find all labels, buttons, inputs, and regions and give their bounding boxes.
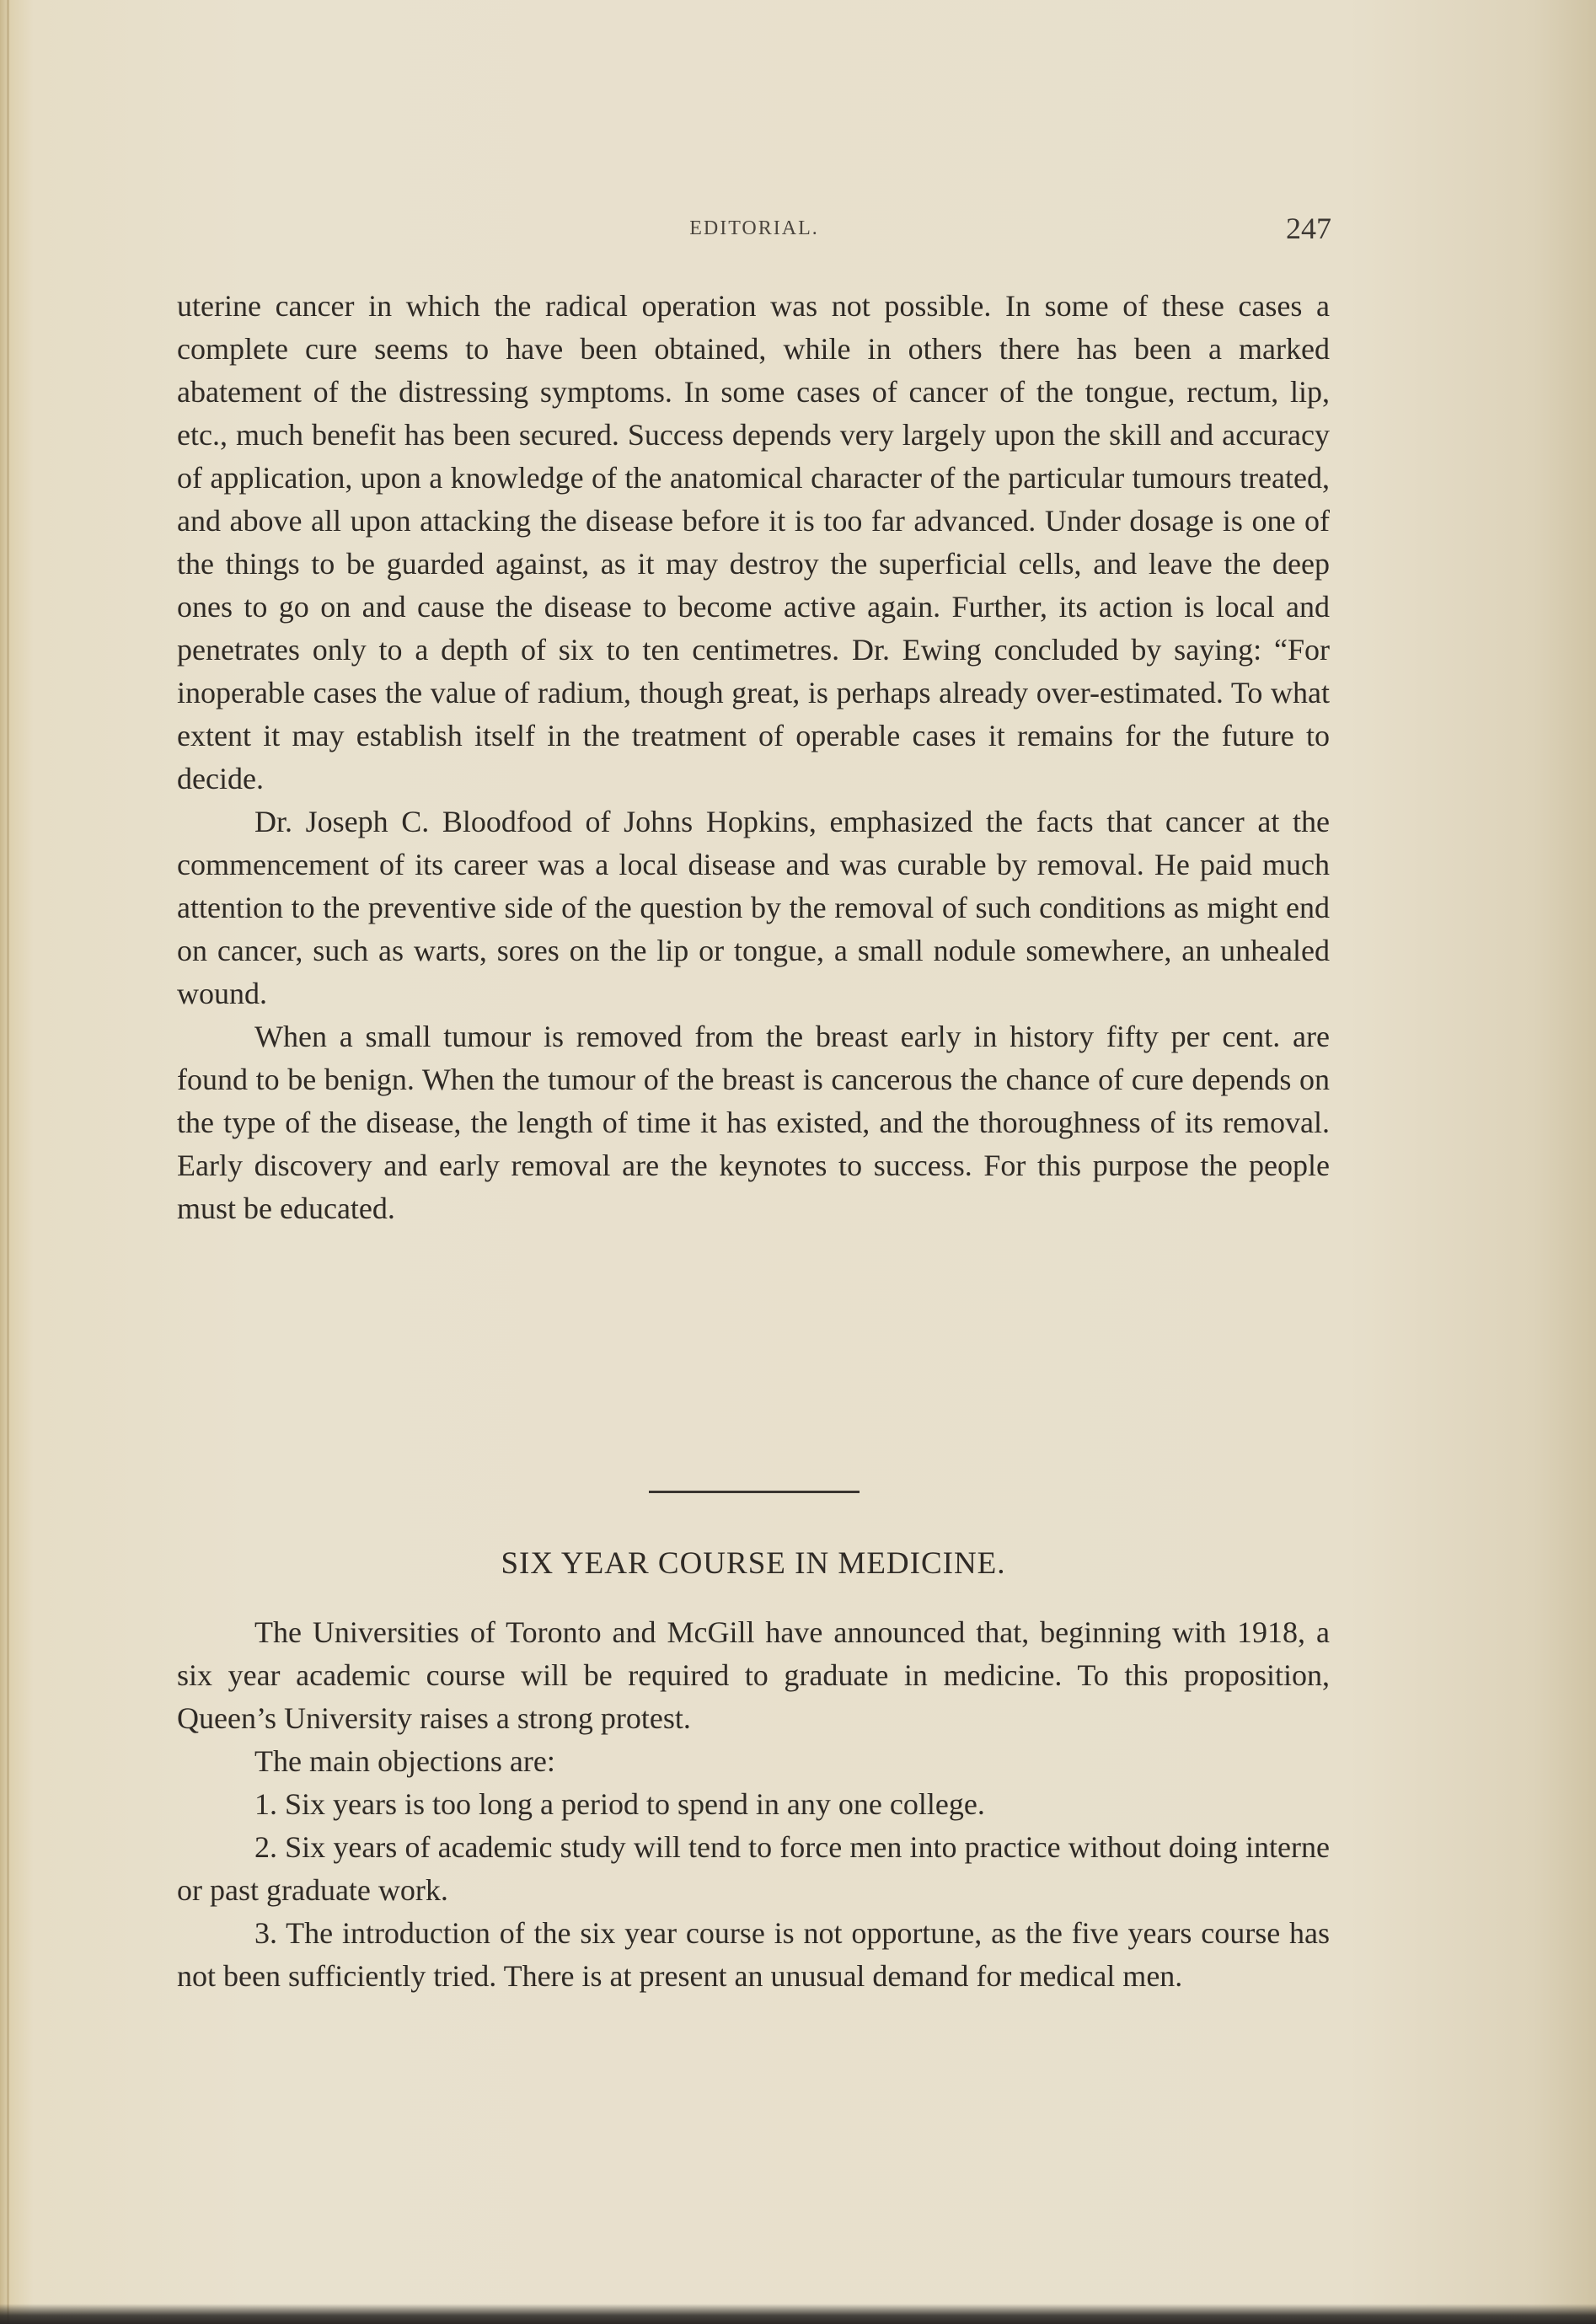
objection-item: 2. Six years of academic study will tend to force men into practice without doing interne or past graduate work.: [177, 1830, 1330, 1907]
paragraph: uterine cancer in which the radical operation was not possible. In some of these cases a complete cure seems to have been obtained, while in others there has been a marked abatement of the distressing symptoms. In some cases of cancer of the tongue, rectum, lip, etc., much benefit has been secured. Success depends very largely upon the skill and accuracy of application, upon a knowledge of the anatomical character of the particular tumours treated, and above all upon attacking the disease before it is too far advanced. Under dosage is one of the things to be guarded against, as it may destroy the superficial cells, and leave the deep ones to go on and cause the disease to become active again. Further, its action is local and penetrates only to a depth of six to ten centimetres. Dr. Ewing concluded by saying: “For inoperable cases the value of radium, though great, is perhaps already over-estimated. To what extent it may establish itself in the treatment of operable cases it remains for the future to decide.: [177, 289, 1330, 795]
objections-heading: The main objections are:: [254, 1744, 555, 1778]
section-divider: [649, 1491, 860, 1493]
paragraph: When a small tumour is removed from the breast early in history fifty per cent. are found to be benign. When the tumour of the breast is cancerous the chance of cure depends on the type of the disease, the length of time it has existed, and the thoroughness of its removal. Early discovery and early removal are the keynotes to success. For this purpose the people must be educated.: [177, 1020, 1330, 1225]
six-year-course-section: [177, 1611, 1330, 1998]
section-title: SIX YEAR COURSE IN MEDICINE.: [501, 1546, 1006, 1581]
page-number: 247: [1286, 212, 1331, 245]
objection-item: 3. The introduction of the six year course is not opportune, as the five years course has not been sufficiently tried. There is at present an unusual demand for medical men.: [177, 1916, 1330, 1993]
paragraph: Dr. Joseph C. Bloodfood of Johns Hopkins, emphasized the facts that cancer at the commencement of its career was a local disease and was curable by removal. He paid much attention to the preventive side of the question by the removal of such conditions as might end on cancer, such as warts, sores on the lip or tongue, a small nodule somewhere, an unhealed wound.: [177, 805, 1330, 1010]
page-spine-edge: [7, 0, 9, 2324]
page-header: [177, 211, 1331, 249]
paragraph: The Universities of Toronto and McGill have announced that, beginning with 1918, a six year academic course will be required to graduate in medicine. To this proposition, Queen’s University raises a strong protest.: [177, 1615, 1330, 1735]
objection-item: 1. Six years is too long a period to spend in any one college.: [254, 1787, 985, 1821]
page-bottom-edge: [0, 2304, 1596, 2324]
editorial-continuation: [177, 285, 1330, 1230]
running-head: EDITORIAL.: [689, 217, 819, 239]
